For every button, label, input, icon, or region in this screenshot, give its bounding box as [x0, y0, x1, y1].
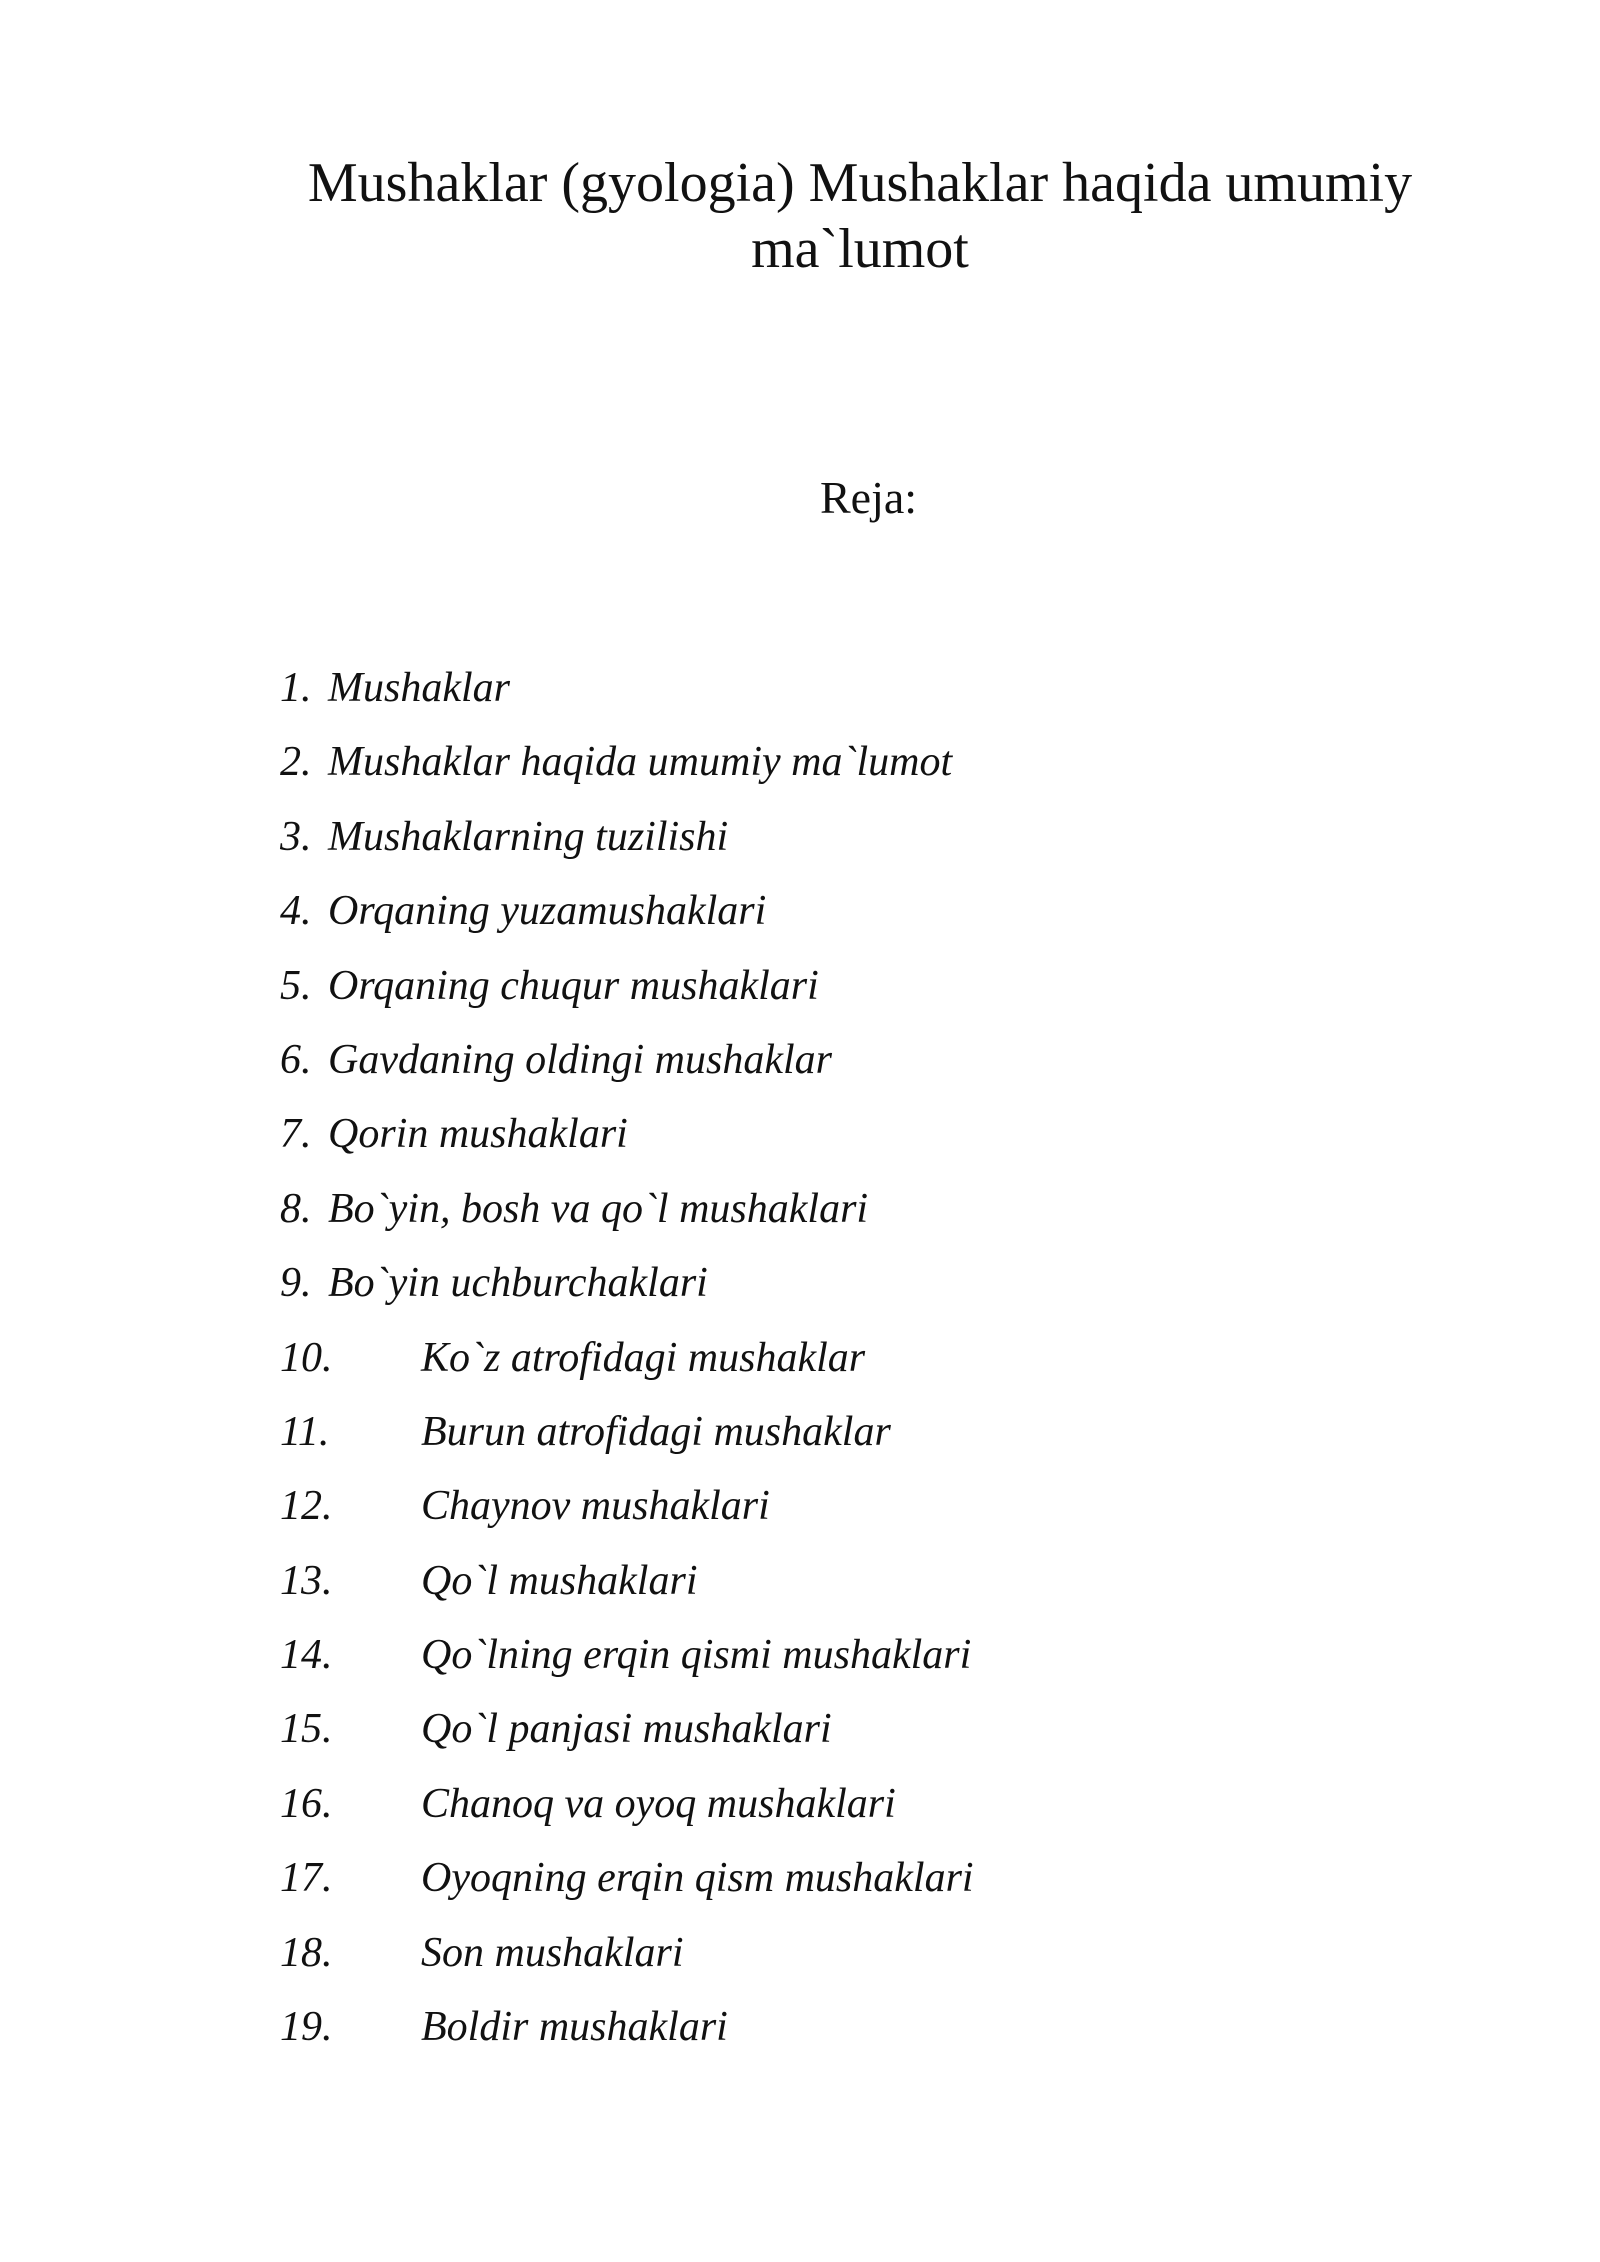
list-item-text: Mushaklar haqida umumiy ma`lumot — [328, 739, 953, 786]
title-line-1: Mushaklar (gyologia) Mushaklar haqida umumiy — [307, 152, 1413, 214]
list-item-text: Ko`z atrofidagi mushaklar — [421, 1334, 866, 1381]
list-item — [280, 734, 1380, 808]
list-item-text: Burun atrofidagi mushaklar — [421, 1408, 891, 1455]
list-item-number: 5. — [280, 962, 312, 1009]
list-item — [280, 1478, 1380, 1552]
list-item-number: 13. — [280, 1557, 333, 1604]
list-item — [280, 883, 1380, 957]
list-item-number: 14. — [280, 1632, 333, 1679]
list-item-text: Qo`lning erqin qismi mushaklari — [421, 1632, 972, 1679]
title-line-2: ma`lumot — [751, 218, 969, 280]
list-item — [280, 1330, 1380, 1404]
list-item — [280, 958, 1380, 1032]
list-item-number: 12. — [280, 1483, 333, 1530]
plan-list — [280, 660, 1380, 2073]
list-item-number: 4. — [280, 888, 312, 935]
list-item — [280, 1255, 1380, 1329]
document-title — [270, 150, 1450, 282]
list-item — [280, 1850, 1380, 1924]
list-item — [280, 1553, 1380, 1627]
list-item-number: 3. — [280, 813, 312, 860]
list-item — [280, 1776, 1380, 1850]
list-item-text: Orqaning yuzamushaklari — [328, 888, 767, 935]
list-item — [280, 1701, 1380, 1775]
list-item-number: 10. — [280, 1334, 333, 1381]
list-item-text: Orqaning chuqur mushaklari — [328, 962, 819, 1009]
list-item-text: Mushaklar — [328, 665, 510, 711]
list-item-number: 7. — [280, 1111, 312, 1158]
list-item-number: 8. — [280, 1185, 312, 1232]
list-item-text: Qo`l mushaklari — [421, 1557, 698, 1604]
list-item — [280, 660, 1380, 734]
list-item — [280, 1627, 1380, 1701]
list-item-number: 1. — [280, 665, 312, 711]
list-item-number: 11. — [280, 1408, 330, 1455]
list-item — [280, 1999, 1380, 2073]
list-item-text: Boldir mushaklari — [421, 2004, 728, 2051]
list-item-number: 9. — [280, 1260, 312, 1307]
list-item-number: 2. — [280, 739, 312, 786]
list-item-text: Oyoqning erqin qism mushaklari — [421, 1855, 974, 1902]
list-item-text: Mushaklarning tuzilishi — [328, 813, 729, 860]
list-item — [280, 1404, 1380, 1478]
list-item — [280, 1181, 1380, 1255]
list-item-text: Gavdaning oldingi mushaklar — [328, 1036, 832, 1083]
list-item — [280, 1106, 1380, 1180]
list-item-text: Chanoq va oyoq mushaklari — [421, 1780, 896, 1827]
list-item-text: Chaynov mushaklari — [421, 1483, 770, 1530]
list-item-number: 15. — [280, 1706, 333, 1753]
plan-heading: Reja: — [820, 472, 918, 523]
list-item-text: Qorin mushaklari — [328, 1111, 628, 1158]
list-item-number: 16. — [280, 1780, 333, 1827]
list-item-number: 17. — [280, 1855, 333, 1902]
list-item — [280, 1925, 1380, 1999]
list-item — [280, 1032, 1380, 1106]
list-item-text: Bo`yin uchburchaklari — [328, 1260, 708, 1307]
list-item — [280, 809, 1380, 883]
list-item-text: Bo`yin, bosh va qo`l mushaklari — [328, 1185, 869, 1232]
list-item-text: Qo`l panjasi mushaklari — [421, 1706, 832, 1753]
list-item-number: 19. — [280, 2004, 333, 2051]
list-item-number: 18. — [280, 1929, 333, 1976]
list-item-number: 6. — [280, 1036, 312, 1083]
list-item-text: Son mushaklari — [421, 1929, 684, 1976]
